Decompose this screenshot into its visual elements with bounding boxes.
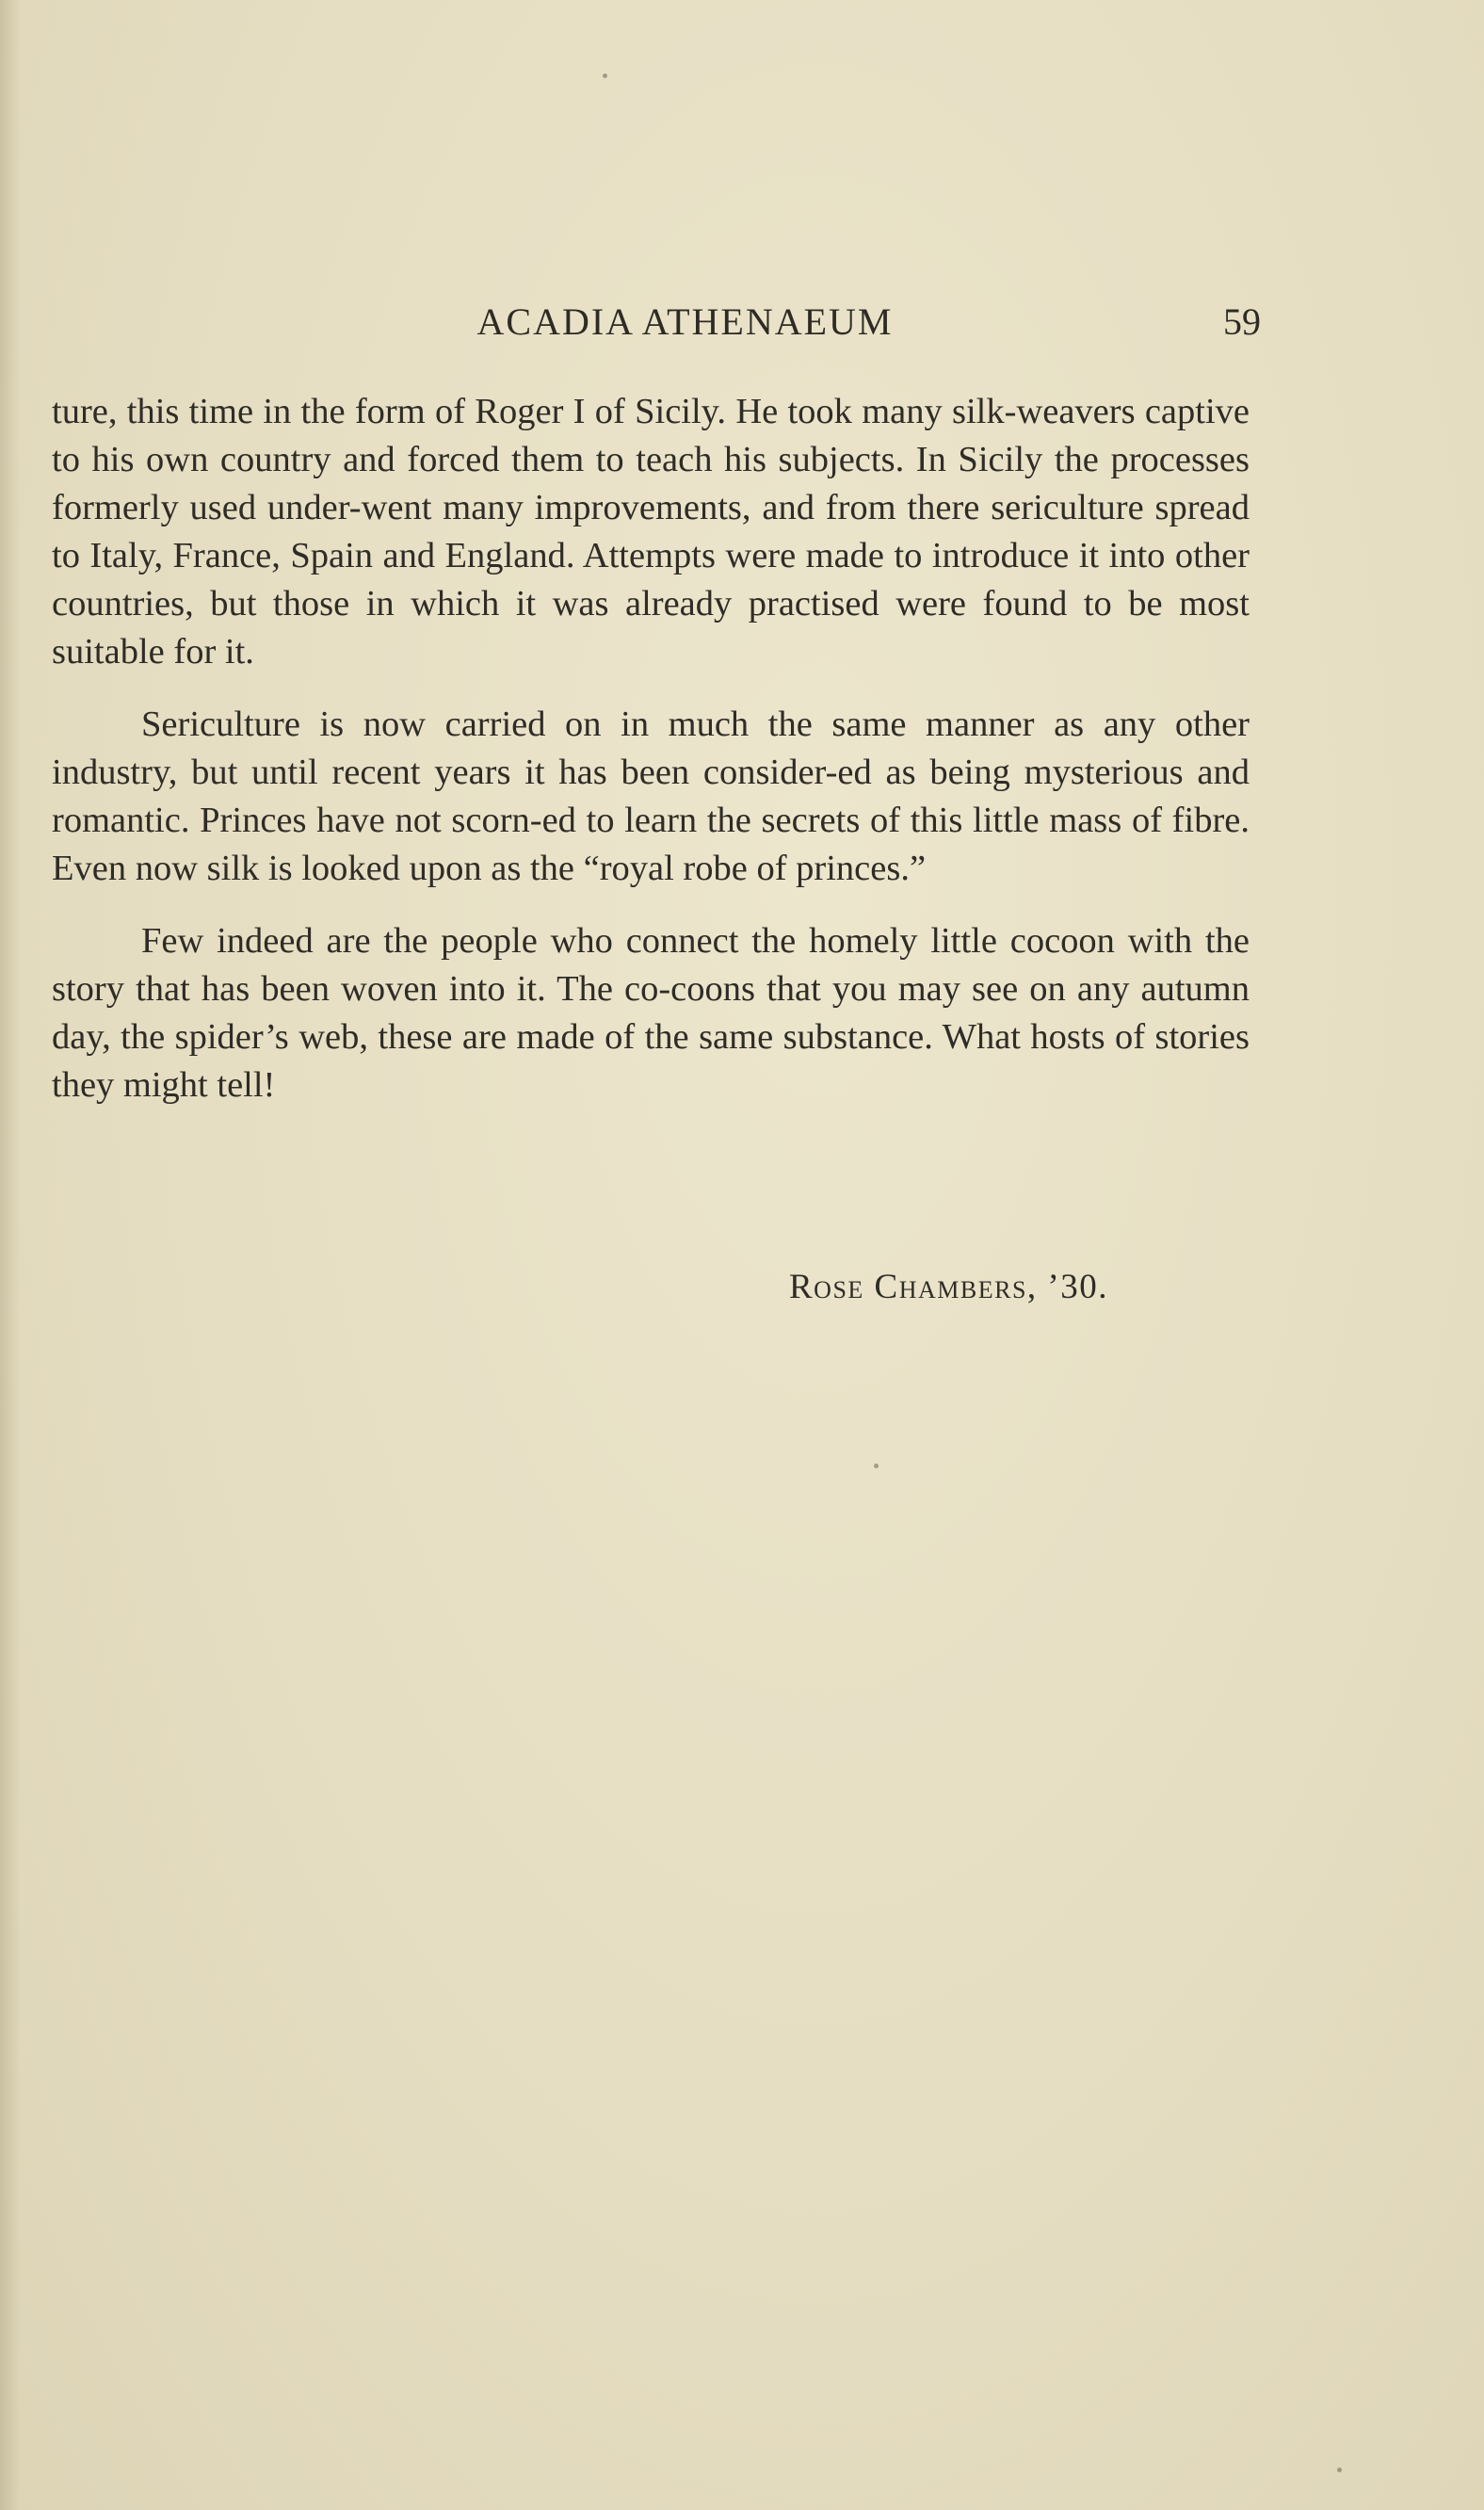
author-signature: Rose Chambers, ’30. (789, 1268, 1108, 1306)
paper-speck (1337, 2468, 1342, 2472)
article-body (52, 388, 1250, 1134)
paragraph-sericulture: Sericulture is now carried on in much the same manner as any other industry, but until recent years it has been consider-ed as being mysterious and romantic. Princes have not scorn-ed to learn the secrets of this little mass of fibre. Even now silk is looked upon as the “royal robe of princes.” (52, 704, 1250, 888)
paper-speck (603, 73, 607, 78)
running-head (113, 294, 1261, 350)
paragraph-continued: ture, this time in the form of Roger I of Sicily. He took many silk-weavers captive to his own country and forced them to teach his subjects. In Sicily the processes formerly used under-went many improvements, and from there sericulture spread to Italy, France, Spain and England. Attempts were made to introduce it into other countries, but those in which it was already practised were found to be most suitable for it. (52, 392, 1250, 672)
journal-title: ACADIA ATHENAEUM (476, 300, 894, 343)
paper-speck (874, 1464, 879, 1468)
paragraph-cocoon: Few indeed are the people who connect the homely little cocoon with the story that has been woven into it. The co-coons that you may see on any autumn day, the spider’s web, these are made of the same substance. What hosts of stories they might tell! (52, 921, 1250, 1105)
page-number: 59 (1223, 300, 1261, 343)
